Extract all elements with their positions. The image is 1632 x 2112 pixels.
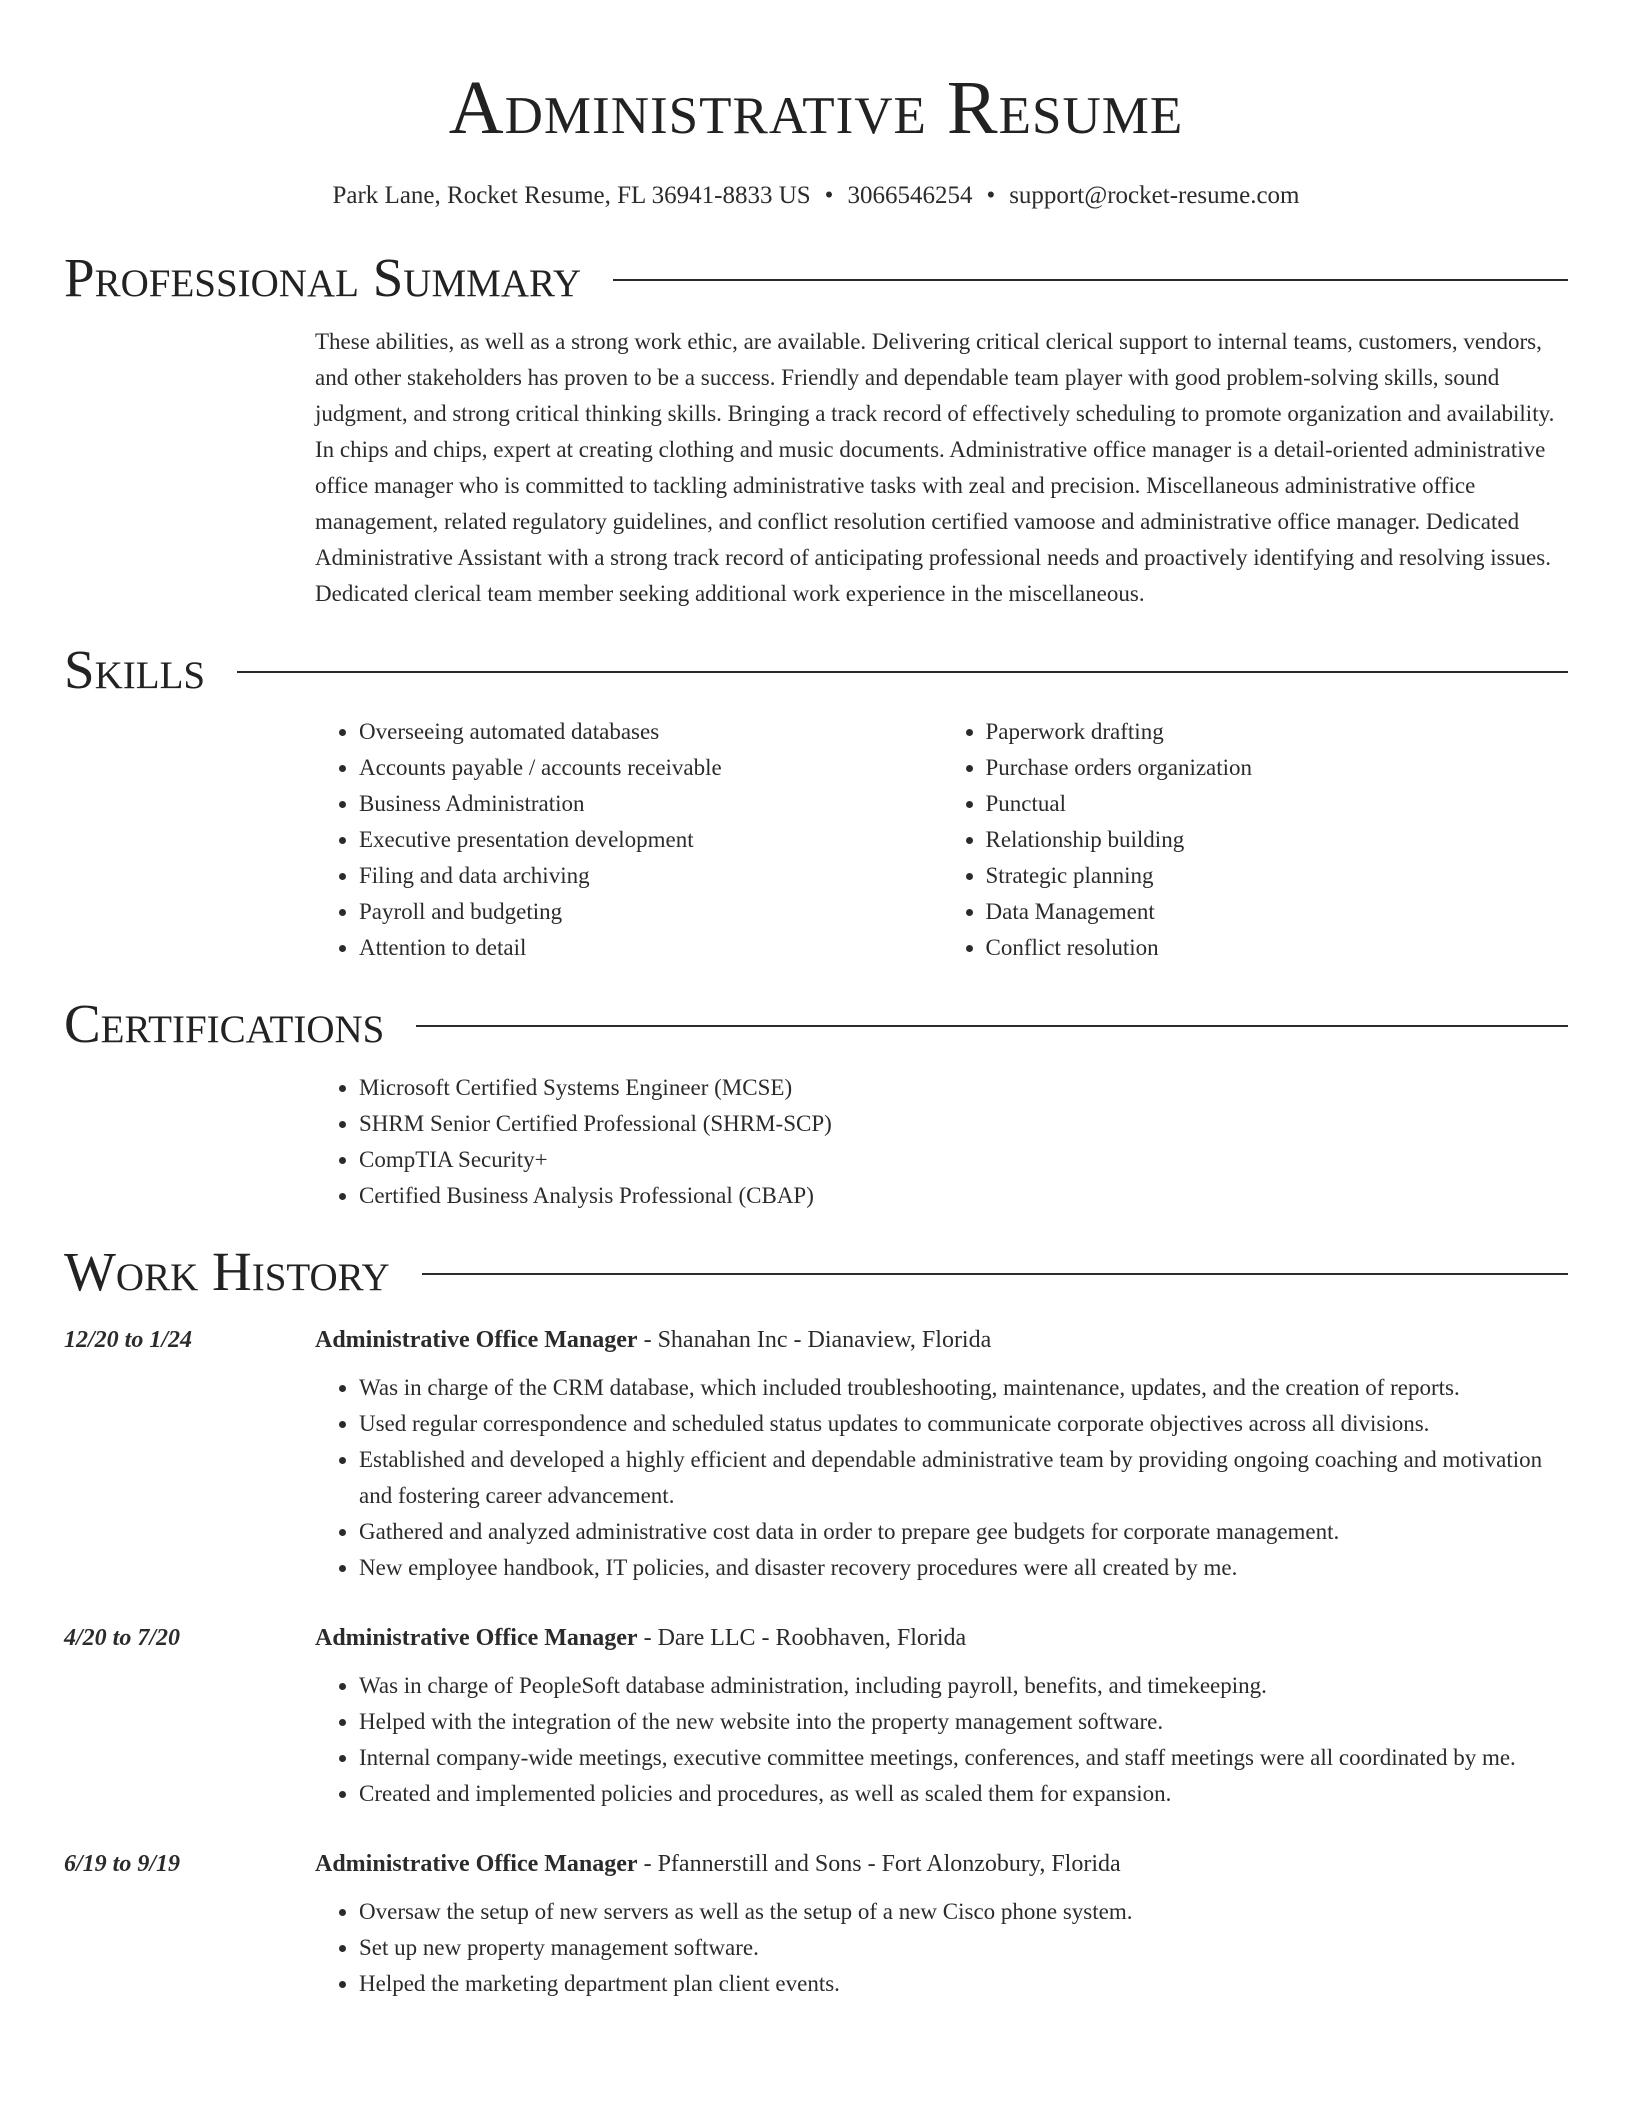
contact-separator: • (824, 182, 834, 209)
skills-list-left (315, 714, 942, 966)
certifications-heading: Certifications (64, 993, 385, 1054)
job-details: - Pfannerstill and Sons - Fort Alonzobury, Florida (637, 1851, 1121, 1877)
job-bullet: • Gathered and analyzed administrative cost data in order to prepare gee budgets for corporate management. (359, 1514, 1568, 1550)
skill-item: • Paperwork drafting (986, 714, 1569, 750)
job-heading (315, 1320, 1568, 1360)
job-bullet: • Set up new property management software. (359, 1930, 1568, 1966)
summary-text: These abilities, as well as a strong work ethic, are available. Delivering critical clerical support to internal teams, customers, vendors, and other stakeholders has proven to be a success. Friendly and dependable team player with good problem-solving skills, sound judgment, and strong critical thinking skills. Bringing a track record of effectively scheduling to promote organization and availability. In chips and chips, expert at creating clothing and music documents. Administrative office manager is a detail-oriented administrative office manager who is committed to tackling administrative tasks with zeal and precision. Miscellaneous administrative office management, related regulatory guidelines, and conflict resolution certified vamoose and administrative office manager. Dedicated Administrative Assistant with a strong track record of anticipating professional needs and proactively identifying and resolving issues. Dedicated clerical team member seeking additional work experience in the miscellaneous. (315, 329, 1555, 606)
job-entry (64, 1844, 1568, 2002)
job-entry (64, 1618, 1568, 1812)
job-dates: 12/20 to 1/24 (64, 1327, 193, 1353)
skill-item: • Executive presentation development (359, 822, 942, 858)
skill-item: • Conflict resolution (986, 930, 1569, 966)
job-dates: 4/20 to 7/20 (64, 1625, 181, 1651)
work-heading: Work History (64, 1241, 390, 1302)
resume-page (64, 0, 1568, 2002)
summary-heading: Professional Summary (64, 247, 582, 308)
certifications-body (315, 1070, 1568, 1214)
skills-section-header (64, 638, 1568, 702)
section-divider (237, 671, 1568, 673)
certification-item: • Certified Business Analysis Professional (CBAP) (359, 1178, 1568, 1214)
skills-list-right (942, 714, 1569, 966)
section-divider (416, 1025, 1568, 1027)
contact-phone: 3066546254 (847, 182, 973, 209)
job-bullet: • New employee handbook, IT policies, and disaster recovery procedures were all created by me. (359, 1550, 1568, 1586)
certification-item: • SHRM Senior Certified Professional (SHRM-SCP) (359, 1106, 1568, 1142)
skill-item: • Business Administration (359, 786, 942, 822)
certification-item: • Microsoft Certified Systems Engineer (MCSE) (359, 1070, 1568, 1106)
skill-item: • Attention to detail (359, 930, 942, 966)
resume-name: Administrative Resume (448, 66, 1184, 150)
job-bullet: • Helped the marketing department plan client events. (359, 1966, 1568, 2002)
skill-item: • Strategic planning (986, 858, 1569, 894)
skills-columns (315, 714, 1568, 966)
skill-item: • Purchase orders organization (986, 750, 1569, 786)
contact-email[interactable]: support@rocket-resume.com (1009, 182, 1300, 209)
job-bullet: • Established and developed a highly efficient and dependable administrative team by providing ongoing coaching and motivation and fostering career advancement. (359, 1442, 1568, 1514)
contact-address: Park Lane, Rocket Resume, FL 36941-8833 US (332, 182, 811, 209)
work-section-header (64, 1240, 1568, 1304)
section-divider (613, 279, 1568, 281)
job-bullet: • Was in charge of the CRM database, which included troubleshooting, maintenance, updates, and the creation of reports. (359, 1370, 1568, 1406)
contact-separator: • (986, 182, 996, 209)
job-main (315, 1844, 1568, 2002)
summary-body (315, 324, 1568, 612)
job-bullet: • Oversaw the setup of new servers as well as the setup of a new Cisco phone system. (359, 1894, 1568, 1930)
skill-item: • Data Management (986, 894, 1569, 930)
skills-heading: Skills (64, 639, 206, 700)
job-heading (315, 1844, 1568, 1884)
certifications-list (315, 1070, 1568, 1214)
job-bullets (315, 1894, 1568, 2002)
job-dates: 6/19 to 9/19 (64, 1851, 181, 1877)
skill-item: • Punctual (986, 786, 1569, 822)
job-bullets (315, 1668, 1568, 1812)
job-title: Administrative Office Manager (315, 1625, 638, 1651)
job-details: - Dare LLC - Roobhaven, Florida (637, 1625, 967, 1651)
skill-item: • Payroll and budgeting (359, 894, 942, 930)
job-bullets (315, 1370, 1568, 1586)
certification-item: • CompTIA Security+ (359, 1142, 1568, 1178)
contact-line (64, 180, 1568, 212)
certifications-section-header (64, 992, 1568, 1056)
job-title: Administrative Office Manager (315, 1851, 638, 1877)
skill-item: • Overseeing automated databases (359, 714, 942, 750)
job-bullet: • Helped with the integration of the new website into the property management software. (359, 1704, 1568, 1740)
job-main (315, 1320, 1568, 1586)
job-heading (315, 1618, 1568, 1658)
summary-section-header (64, 246, 1568, 310)
skill-item: • Filing and data archiving (359, 858, 942, 894)
skill-item: • Relationship building (986, 822, 1569, 858)
job-title: Administrative Office Manager (315, 1327, 638, 1353)
job-details: - Shanahan Inc - Dianaview, Florida (637, 1327, 992, 1353)
job-bullet: • Created and implemented policies and procedures, as well as scaled them for expansion. (359, 1776, 1568, 1812)
job-bullet: • Used regular correspondence and scheduled status updates to communicate corporate objectives across all divisions. (359, 1406, 1568, 1442)
job-entry (64, 1320, 1568, 1586)
job-bullet: • Internal company-wide meetings, executive committee meetings, conferences, and staff meetings were all coordinated by me. (359, 1740, 1568, 1776)
section-divider (422, 1273, 1568, 1275)
job-bullet: • Was in charge of PeopleSoft database administration, including payroll, benefits, and timekeeping. (359, 1668, 1568, 1704)
job-main (315, 1618, 1568, 1812)
skill-item: • Accounts payable / accounts receivable (359, 750, 942, 786)
